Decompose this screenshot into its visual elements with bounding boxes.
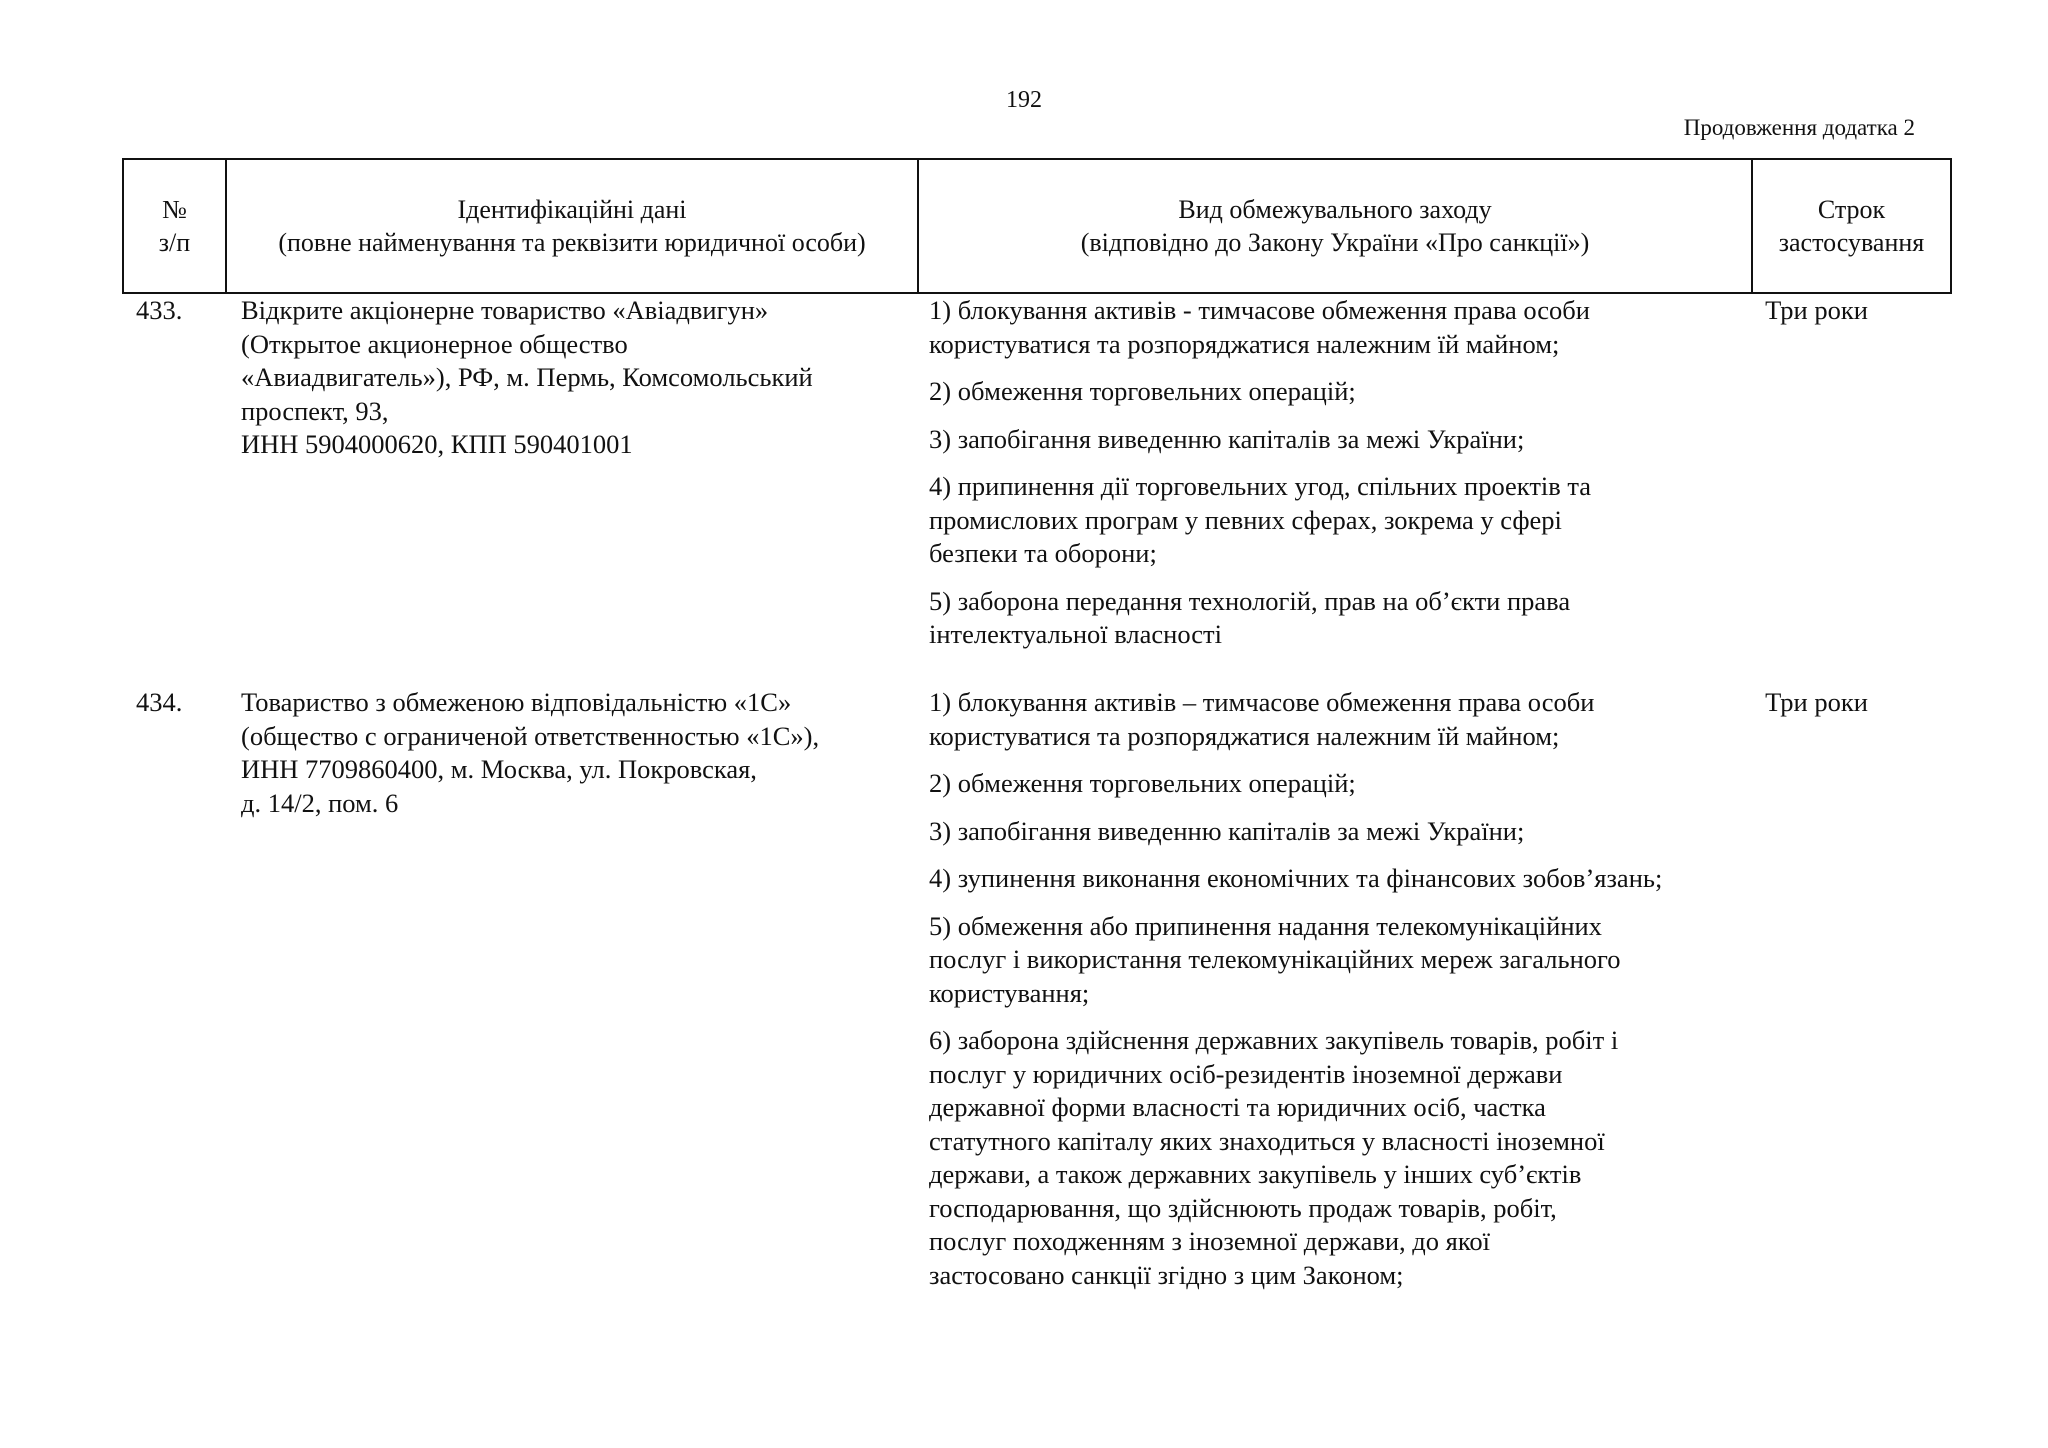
row-number: 434. — [136, 687, 183, 717]
measure-item: 3) запобігання виведенню капіталів за межі України; — [929, 423, 1525, 454]
measure-item: 4) зупинення виконання економічних та фінансових зобов’язань; — [929, 863, 1663, 893]
application-term: Три роки — [1765, 295, 1868, 325]
page-number: 192 — [1006, 87, 1042, 113]
measure-item: 5) обмеження або припинення надання телекомунікаційних послуг і використання телекомунікаційних мереж загального користування; — [929, 910, 1621, 1008]
header-term: Строк застосування — [1778, 195, 1925, 257]
measure-item: 2) обмеження торговельних операцій; — [929, 376, 1356, 406]
identification-data: Відкрите акціонерне товариство «Авіадвигун» (Открытое акционерное общество «Авиадвигатель»), РФ, м. Пермь, Комсомольський проспект, 93, ИНН 5904000620, КПП 590401001 — [241, 295, 813, 459]
row-number: 433. — [136, 295, 183, 325]
continuation-note: Продовження додатка 2 — [1683, 115, 1915, 140]
table-header — [122, 158, 1952, 294]
identification-data: Товариство з обмеженою відповідальністю «1С» (общество с ограниченой ответственностью «1С»), ИНН 7709860400, м. Москва, ул. Покровская, д. 14/2, пом. 6 — [241, 687, 820, 818]
application-term: Три роки — [1765, 687, 1868, 717]
measures-list — [917, 686, 1751, 1386]
measure-item: 1) блокування активів - тимчасове обмеження права особи користуватися та розпоряджатися належним їй майном; — [929, 295, 1590, 359]
header-identification: Ідентифікаційні дані (повне найменування та реквізити юридичної особи) — [227, 160, 919, 292]
measure-item: 4) припинення дії торговельних угод, спільних проектів та промислових програм у певних сферах, зокрема у сфері безпеки та оборони; — [929, 471, 1592, 568]
table-row — [122, 294, 1952, 686]
measure-item: 1) блокування активів – тимчасове обмеження права особи користуватися та розпоряджатися належним їй майном; — [929, 687, 1595, 751]
header-number: № з/п — [124, 160, 227, 292]
table-row — [122, 686, 1952, 1386]
measure-item: 2) обмеження торговельних операцій; — [929, 768, 1356, 798]
measure-item: 6) заборона здійснення державних закупівель товарів, робіт і послуг у юридичних осіб-резидентів іноземної держави державної форми власності та юридичних осіб, частка статутного капіталу яких знаходиться у власності іноземної держави, а також державних закупівель у інших суб’єктів господарювання, що здійснюють продаж товарів, робіт, послуг походженням з іноземної держави, до якої застосовано санкції згідно з цим Законом; — [929, 1025, 1619, 1290]
measure-item: 3) запобігання виведенню капіталів за межі України; — [929, 815, 1525, 846]
measure-item: 5) заборона передання технологій, прав на об’єкти права інтелектуальної власності — [929, 585, 1571, 649]
table-body — [122, 294, 1952, 1386]
header-measure: Вид обмежувального заходу (відповідно до Закону України «Про санкції») — [919, 160, 1753, 292]
measures-list — [917, 294, 1751, 686]
